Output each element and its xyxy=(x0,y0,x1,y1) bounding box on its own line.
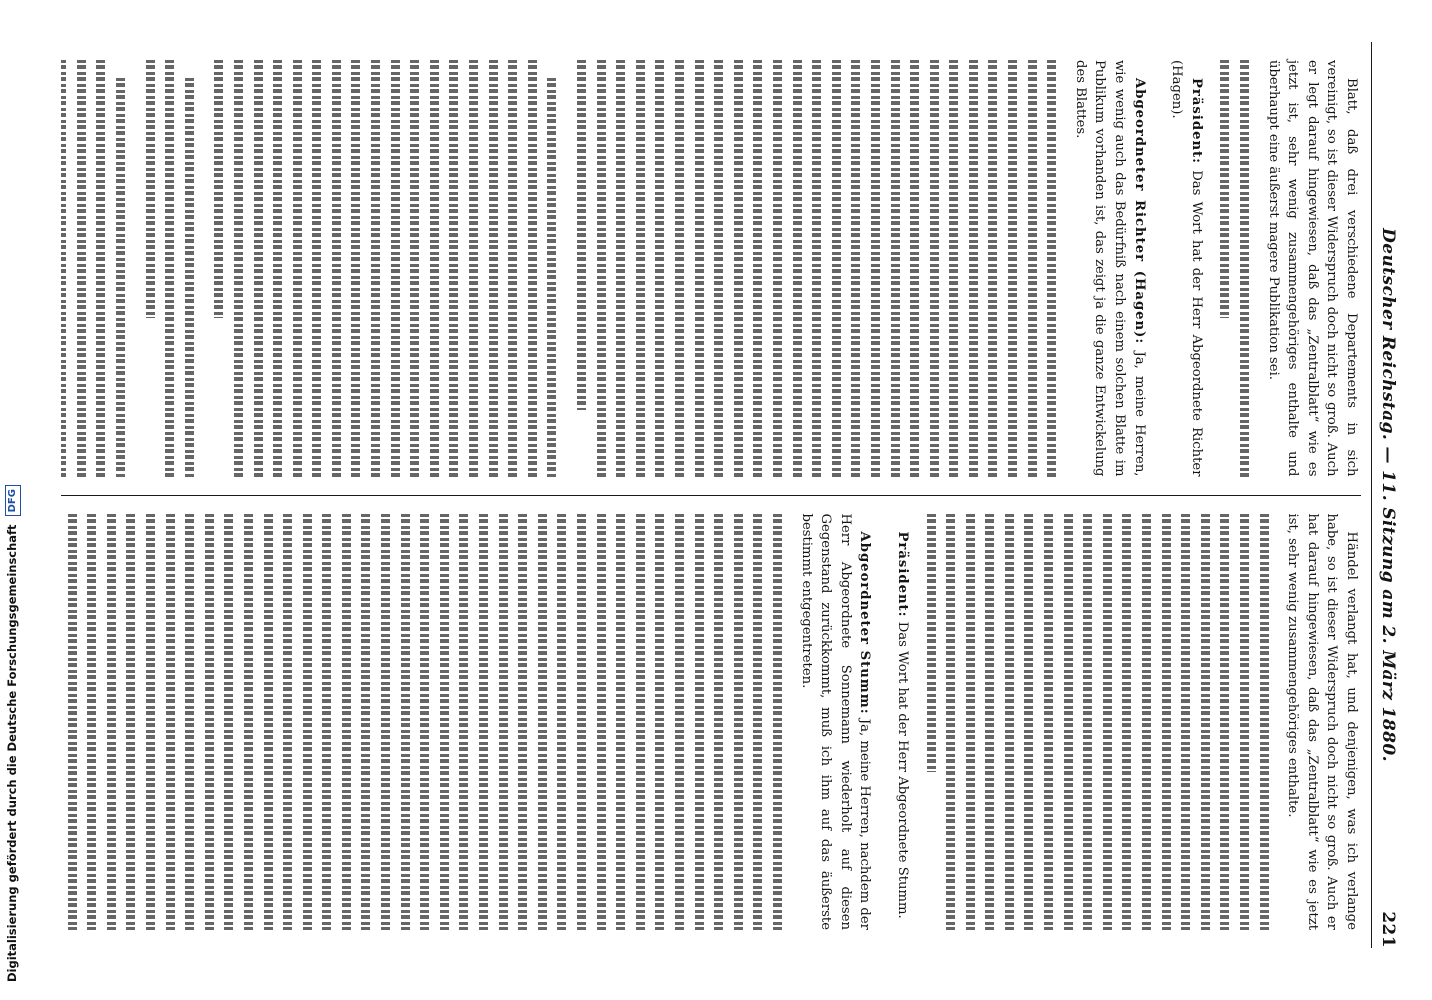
text-line xyxy=(288,60,308,477)
text-line xyxy=(651,514,671,931)
speaker-label: Präsident: xyxy=(894,531,910,618)
text-line xyxy=(906,60,926,477)
text-line xyxy=(180,78,200,477)
speaker-label: Präsident: xyxy=(1188,78,1204,165)
page-title: Deutscher Reichstag. — 11. Sitzung am 2. März 1880. xyxy=(1378,228,1398,762)
text-line xyxy=(847,60,867,477)
text-line xyxy=(239,514,259,931)
text-line xyxy=(61,514,63,931)
text-line xyxy=(925,60,945,477)
text-line xyxy=(210,60,230,318)
text-columns xyxy=(61,42,1361,948)
column-right xyxy=(61,495,1361,949)
text-line xyxy=(357,514,377,931)
text-line xyxy=(1040,514,1060,931)
text-line xyxy=(922,514,942,772)
credit-text: Digitalisierung gefördert durch die Deutsche Forschungsgemeinschaft xyxy=(5,524,19,982)
text-line xyxy=(768,514,788,931)
speaker-paragraph xyxy=(892,514,912,931)
text-line xyxy=(981,514,1001,931)
text-line xyxy=(1216,514,1236,931)
text-line xyxy=(122,514,142,931)
speaker-text: Ja, meine Herren, nachdem der Herr Abgeordnete Sonnemann wiederholt auf diesen Gegenstand zurückkommt, muß ich ihm auf das äußerste bestimmt entgegentreten. xyxy=(798,513,873,930)
text-line xyxy=(543,78,563,477)
text-line xyxy=(808,60,828,477)
text-line xyxy=(1000,514,1020,931)
text-line xyxy=(406,60,426,477)
text-line xyxy=(945,60,965,477)
text-line xyxy=(337,514,357,931)
text-line xyxy=(533,514,553,931)
text-line xyxy=(1043,60,1063,477)
speaker-label: Abgeordneter Stumm: xyxy=(857,531,873,715)
text-line xyxy=(670,514,690,931)
text-line xyxy=(445,60,465,477)
text-line xyxy=(1118,514,1138,931)
text-line xyxy=(523,60,543,477)
text-line xyxy=(572,60,592,410)
text-line xyxy=(259,514,279,931)
text-line xyxy=(181,514,201,931)
text-line xyxy=(464,60,484,477)
text-line xyxy=(612,514,632,931)
text-line xyxy=(1235,514,1255,931)
text-line xyxy=(504,60,524,477)
text-line xyxy=(690,514,710,931)
text-line xyxy=(1023,60,1043,477)
text-line xyxy=(1196,514,1216,931)
speaker-text: Das Wort hat der Herr Abgeordnete Stumm. xyxy=(894,621,910,919)
text-line xyxy=(141,60,161,318)
text-line xyxy=(474,514,494,931)
speaker-label: Abgeordneter Richter (Hagen): xyxy=(1131,78,1147,345)
dfg-logo: DFG xyxy=(5,485,21,516)
text-line xyxy=(455,514,475,931)
paragraph: Blatt, daß drei verschiedene Departements in sich vereinigt, so ist dieser Widerspruch doch nicht so groß. Auch er legt darauf hingewiesen, daß das „Zentralblatt“ wie es jetzt ist, sehr wenig zusammengehöriges enthalte und überhaupt eine äußerst magere Publikation sei. xyxy=(1265,60,1359,477)
text-line xyxy=(1177,514,1197,931)
text-line xyxy=(425,60,445,477)
text-line xyxy=(729,514,749,931)
text-line xyxy=(964,60,984,477)
text-line xyxy=(690,60,710,477)
text-line xyxy=(61,60,72,477)
speaker-paragraph xyxy=(1167,60,1206,477)
text-line xyxy=(161,60,181,477)
text-line xyxy=(670,60,690,477)
page-header xyxy=(1371,42,1404,948)
text-line xyxy=(494,514,514,931)
speaker-text: Das Wort hat der Herr Abgeordnete Richter (Hagen). xyxy=(1169,60,1204,477)
text-line xyxy=(416,514,436,931)
text-line xyxy=(200,514,220,931)
text-line xyxy=(1059,514,1079,931)
text-line xyxy=(435,514,455,931)
digitization-credit xyxy=(2,0,22,1000)
text-line xyxy=(161,514,181,931)
text-line xyxy=(1157,514,1177,931)
text-line xyxy=(102,514,122,931)
text-line xyxy=(749,60,769,477)
text-line xyxy=(631,514,651,931)
text-line xyxy=(984,60,1004,477)
speaker-paragraph xyxy=(796,514,874,931)
text-line xyxy=(63,514,83,931)
text-line xyxy=(308,60,328,477)
text-line xyxy=(72,60,92,477)
text-line xyxy=(220,514,240,931)
text-line xyxy=(269,60,289,477)
text-line xyxy=(111,78,131,477)
text-line xyxy=(729,60,749,477)
text-line xyxy=(92,60,112,477)
text-line xyxy=(386,60,406,477)
speaker-text: Ja, meine Herren, wie wenig auch das Bedürfniß nach einem solchen Blatte im Publikum vorhanden ist, das zeigt ja die ganze Entwickelung des Blattes. xyxy=(1072,60,1147,477)
text-line xyxy=(327,60,347,477)
text-line xyxy=(1137,514,1157,931)
text-line xyxy=(1020,514,1040,931)
text-line xyxy=(347,60,367,477)
text-line xyxy=(83,514,103,931)
text-line xyxy=(514,514,534,931)
text-line xyxy=(866,60,886,477)
text-line xyxy=(484,60,504,477)
text-line xyxy=(298,514,318,931)
text-line xyxy=(279,514,299,931)
text-line xyxy=(788,60,808,477)
text-line xyxy=(1216,60,1236,318)
text-line xyxy=(827,60,847,477)
text-line xyxy=(1079,514,1099,931)
text-line xyxy=(886,60,906,477)
text-line xyxy=(592,60,612,477)
text-line xyxy=(1004,60,1024,477)
text-line xyxy=(249,60,269,477)
text-line xyxy=(377,514,397,931)
text-line xyxy=(710,60,730,477)
text-line xyxy=(141,514,161,931)
page-number: 221 xyxy=(1378,911,1398,948)
text-line xyxy=(749,514,769,931)
text-line xyxy=(1255,514,1275,931)
text-line xyxy=(367,60,387,477)
text-line xyxy=(651,60,671,477)
paragraph: Händel verlangt hat, und denjenigen, was ich verlange habe, so ist dieser Widerspruch doch nicht so groß. Auch er hat darauf hingewiesen, daß das „Zentralblatt“ wie es jetzt ist, sehr wenig zusammengehöriges enthalte. xyxy=(1285,513,1359,930)
column-left xyxy=(61,42,1361,495)
text-line xyxy=(710,514,730,931)
text-line xyxy=(229,60,249,477)
text-line xyxy=(1098,514,1118,931)
text-line xyxy=(396,514,416,931)
text-line xyxy=(631,60,651,477)
text-line xyxy=(318,514,338,931)
text-line xyxy=(768,60,788,477)
text-line xyxy=(942,514,962,931)
text-line xyxy=(961,514,981,931)
text-line xyxy=(1235,60,1255,477)
text-line xyxy=(592,514,612,931)
speaker-paragraph xyxy=(1070,60,1148,477)
text-line xyxy=(572,514,592,931)
text-line xyxy=(553,514,573,931)
text-line xyxy=(612,60,632,477)
